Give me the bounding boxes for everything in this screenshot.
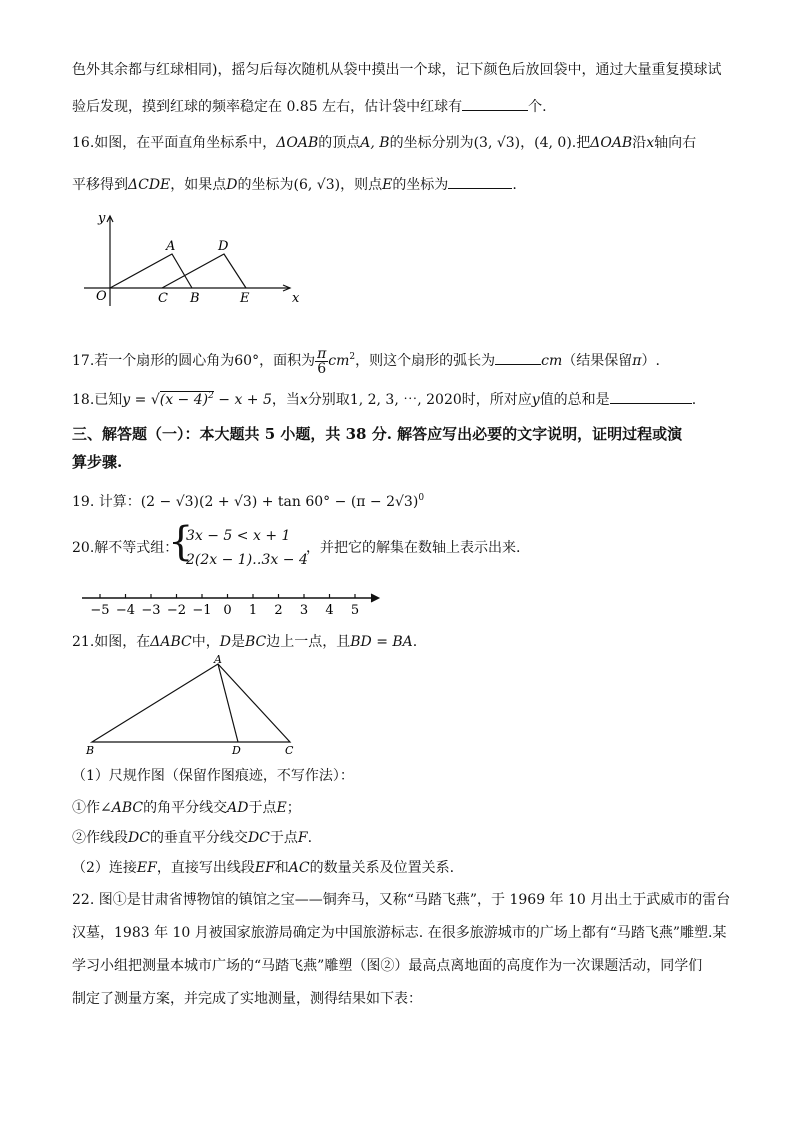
q20-tick-label: 0 [223,603,232,618]
q20-tick-label: 2 [274,603,283,618]
q16-label-y: y [98,211,106,226]
q16-text: 的坐标分别为 [389,135,474,151]
q16-line1 [72,133,696,153]
q20-tick-label: 3 [299,603,309,618]
q18-var-y: y [531,392,540,408]
q20-inequality-2: 2(2x − 1)‥3x − 4 [186,552,308,568]
q21-item1 [72,798,301,818]
q21-angle-abc: ∠ABC [100,800,144,816]
q18-text: ，当 [271,392,300,408]
q17-text: （结果保留 [562,353,633,369]
q22-line4: 制定了测量方案，并完成了实地测量，测得结果如下表： [72,991,422,1007]
q21-figure [82,654,306,758]
q17-unit-exponent: 2 [349,352,356,362]
q16-coord-d: (6, √3) [293,177,341,193]
q16-triangle-oab: ΔOAB [590,135,633,151]
q21-segment-ac: AC [288,860,310,876]
q18-answer-blank[interactable] [610,389,692,404]
q21-segment-ef: EF [254,860,275,876]
q16-label-d: D [218,239,229,254]
q16-label-a: A [166,239,176,254]
q16-text: 的坐标为 [237,177,294,193]
q18-function-y: y = [122,392,151,408]
q17-text: ）. [641,353,660,369]
q18-text: . [691,392,697,408]
q15-text: 验后发现，摸到红球的频率稳定在 0.85 左右，估计袋中红球有 [72,99,463,115]
q21-label-d: D [232,744,241,757]
q21-text: 中， [191,634,220,650]
q16-text: .把 [571,135,591,151]
q18-exponent: 2 [208,391,214,401]
q16-label-c: C [158,291,168,306]
q16-coord-b: (4, 0) [534,135,572,151]
q21-segment-dc: DC [247,830,270,846]
section3-heading-line1: 三、解答题（一）：本大题共 5 小题，共 38 分. 解答应写出必要的文字说明，证明过程或演 [72,425,683,443]
q16-text: 平移得到 [72,177,128,193]
q16-text: 轴向右 [654,135,697,151]
q16-text: . [512,177,517,193]
q20-number-line [80,590,390,620]
q21-point-e: E [276,800,287,816]
q16-label-x: x [292,291,300,306]
q20-tick-label: 4 [325,603,334,618]
q16-text: 沿 [632,135,647,151]
q22-line1: 22. 图①是甘肃省博物馆的镇馆之宝——铜奔马，又称“马踏飞燕”，于 1969 年 10 月出土于武威市的雷台 [72,892,731,908]
q16-axis: x [646,135,655,151]
q16-triangle-oab: ΔOAB [276,135,319,151]
q20-tick-label: −3 [141,603,161,618]
q15-line1: 色外其余都与红球相同)，摇匀后每次随机从袋中摸出一个球，记下颜色后放回袋中，通过大量重复摸球试 [72,62,722,78]
q21-text: 21.如图，在 [72,634,151,650]
q17-unit: cm [541,353,563,369]
q15-answer-blank[interactable] [462,96,528,111]
q17-text: 17.若一个扇形的圆心角为 [72,353,235,369]
q19-exponent: 0 [418,493,425,503]
q17-answer-blank[interactable] [495,350,541,365]
q19-text: 19. 计算： [72,494,141,510]
q20-instruction: ，并把它的解集在数轴上表示出来. [306,540,521,556]
q19-expression: (2 − √3)(2 + √3) + tan 60° − (π − 2√3) [140,494,419,510]
q21-label-b: B [86,744,95,757]
q16-coord-a: (3, √3) [473,135,521,151]
q21-triangle-shape [92,664,290,742]
q16-point-d: D [226,177,238,193]
q16-text: ，则点 [340,177,383,193]
q17-text: ，面积为 [259,353,316,369]
q18-sqrt-sign: √ [150,392,160,408]
q18-sqrt-body [160,391,214,408]
q21-label-a: A [214,654,222,666]
q20-label: 20.解不等式组： [72,540,179,556]
q21-text: ； [286,800,301,816]
q17-text: ，则这个扇形的弧长为 [355,353,496,369]
q21-text: . [307,830,313,846]
q16-answer-blank[interactable] [448,174,512,189]
q21-segment-dc: DC [128,830,150,846]
q21-text: 的垂直平分线交 [149,830,248,846]
q18-function-rest: − x + 5 [213,392,272,408]
q18-text: 18.已知 [72,392,123,408]
q21-segment-ad-label: AD [227,800,249,816]
q21-text: 边上一点，且 [266,634,351,650]
q18-values: 1, 2, 3, ⋯, 2020 [349,392,462,408]
q17-fraction-numerator: π [317,345,327,362]
q19-line [72,488,424,512]
q17-angle: 60° [234,353,260,369]
q21-text: 于点 [269,830,298,846]
q22-line3: 学习小组把测量本城市广场的“马踏飞燕”雕塑（图②）最高点离地面的高度作为一次课题活动，同学们 [72,958,703,974]
q21-item2 [72,828,312,848]
q16-label-b: B [190,291,200,306]
q18-text: 时，所对应 [461,392,532,408]
q16-triangle-cde: ΔCDE [128,177,171,193]
section3-heading-line2: 算步骤. [72,453,123,471]
q15-text-end: 个. [528,99,547,115]
q20-inequality-1: 3x − 5 < x + 1 [186,528,291,544]
q18-var-x: x [299,392,308,408]
q17-fraction [315,347,328,376]
q20-tick-label: −1 [192,603,212,618]
q16-point-e: E [382,177,393,193]
q21-text: （2）连接 [72,860,137,876]
q21-segment-ef: EF [136,860,157,876]
q21-segment-bc: BC [244,634,267,650]
q21-text: 的角平分线交 [143,800,228,816]
q17-line [72,340,660,378]
q20-tick-label: −2 [166,603,187,618]
q21-label-c: C [285,744,294,757]
q16-text: ，如果点 [170,177,227,193]
q16-text: ， [520,135,535,151]
q16-text: 的顶点 [318,135,361,151]
q20-number-line-arrow [371,594,379,602]
q21-text: ①作 [72,800,100,816]
q21-equation: BD = BA [350,634,413,650]
q16-text: 16.如图，在平面直角坐标系中， [72,135,277,151]
q21-point-f: F [297,830,308,846]
q21-text: ，直接写出线段 [156,860,255,876]
q17-unit: cm [328,353,350,369]
q21-text: 于点 [248,800,277,816]
q21-part1: （1）尺规作图（保留作图痕迹，不写作法）： [72,768,354,784]
q18-sqrt-expr: (x − 4) [159,392,209,408]
q21-text: ②作线段 [72,830,128,846]
q16-triangle-oab-shape [110,254,192,288]
q21-text: 和 [274,860,289,876]
q18-text: 值的总和是 [539,392,610,408]
q21-triangle: ΔABC [150,634,192,650]
q16-label-o: O [96,289,107,304]
q15-line2 [72,96,547,117]
q18-text: 分别取 [307,392,350,408]
q20-tick-label: 1 [248,603,258,618]
q22-line2: 汉墓，1983 年 10 月被国家旅游局确定为中国旅游标志. 在很多旅游城市的广场上都有“马踏飞燕”雕塑.某 [72,925,727,941]
q20-tick-label: −4 [115,603,136,618]
q21-text: 是 [230,634,245,650]
q21-text: . [412,634,418,650]
q21-part2 [72,858,454,878]
q17-fraction-denominator: 6 [317,360,327,377]
q17-pi: π [632,353,642,369]
q16-line2 [72,174,517,195]
q20-brace: { [168,519,194,565]
q21-point-d: D [219,634,231,650]
q21-text: 的数量关系及位置关系. [309,860,455,876]
q16-label-e: E [240,291,250,306]
q16-points-ab: A, B [360,135,390,151]
q16-text: 的坐标为 [392,177,449,193]
q21-line [72,632,417,652]
q20-tick-label: 5 [350,603,360,618]
q16-figure [80,206,310,310]
q18-line [72,386,696,410]
q20-tick-label: −5 [90,603,110,618]
